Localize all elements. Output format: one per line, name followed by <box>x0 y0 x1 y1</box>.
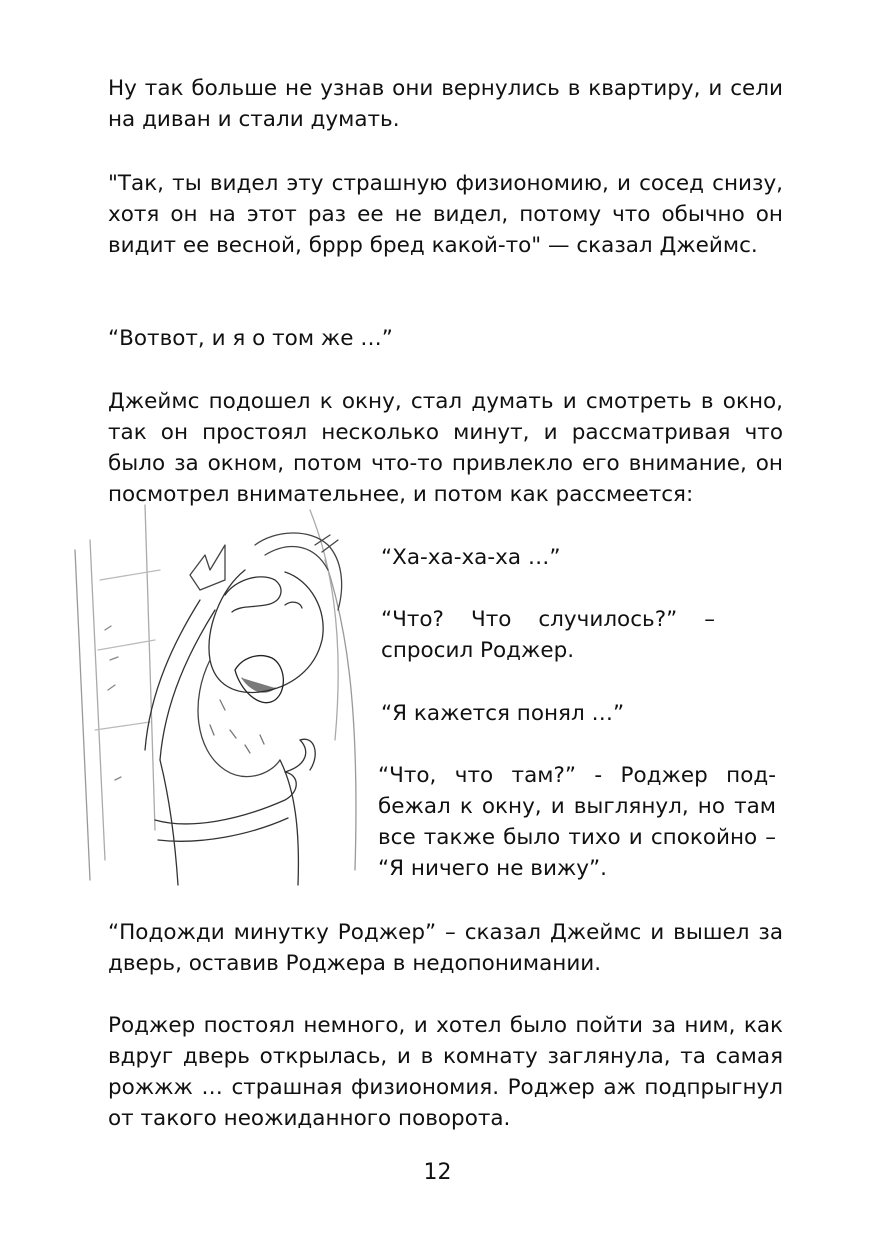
page-number: 12 <box>423 1160 452 1185</box>
paragraph-james-speech: "Так, ты видел эту страшную физиономию, и сосед снизу, хотя он на этот раз ее не видел, потому что обычно он видит ее весной, бррр бред какой-то" — сказал Джеймс. <box>108 171 783 258</box>
dialogue-laugh: “Ха-ха-ха-ха …” <box>381 545 561 570</box>
illustration-laughing-man <box>60 500 370 890</box>
paragraph-votvot: “Вотвот, и я о том же …” <box>108 326 393 351</box>
paragraph-scary-face: Роджер постоял немного, и хотел было пойти за ним, как вдруг дверь открылась, и в комнату заглянула, та самая рожжж … страшная физиономия. Роджер аж подпрыгнул от такого неожиданного поворота. <box>108 1013 783 1131</box>
paragraph-return-home: Ну так больше не узнав они вернулись в квартиру, и сели на диван и стали думать. <box>108 76 783 132</box>
dialogue-what-happened: “Что? Что случилось?” – спросил Роджер. <box>381 607 715 663</box>
paragraph-wait-roger: “Подожди минутку Роджер” – сказал Джеймс и вышел за дверь, оставив Роджера в недопонимании. <box>108 920 783 976</box>
dialogue-understood: “Я кажется понял …” <box>381 701 625 726</box>
paragraph-window: Джеймс подошел к окну, стал думать и смотреть в окно, так он простоял несколько минут, и рассматривая что было за окном, потом что-то привлекло его внимание, он посмотрел внимательнее, и потом как рассмеется: <box>108 389 783 507</box>
dialogue-roger-window: “Что, что там?” - Роджер под-бежал к окну, и выглянул, но там все также было тихо и спокойно – “Я ничего не вижу”. <box>378 763 776 881</box>
